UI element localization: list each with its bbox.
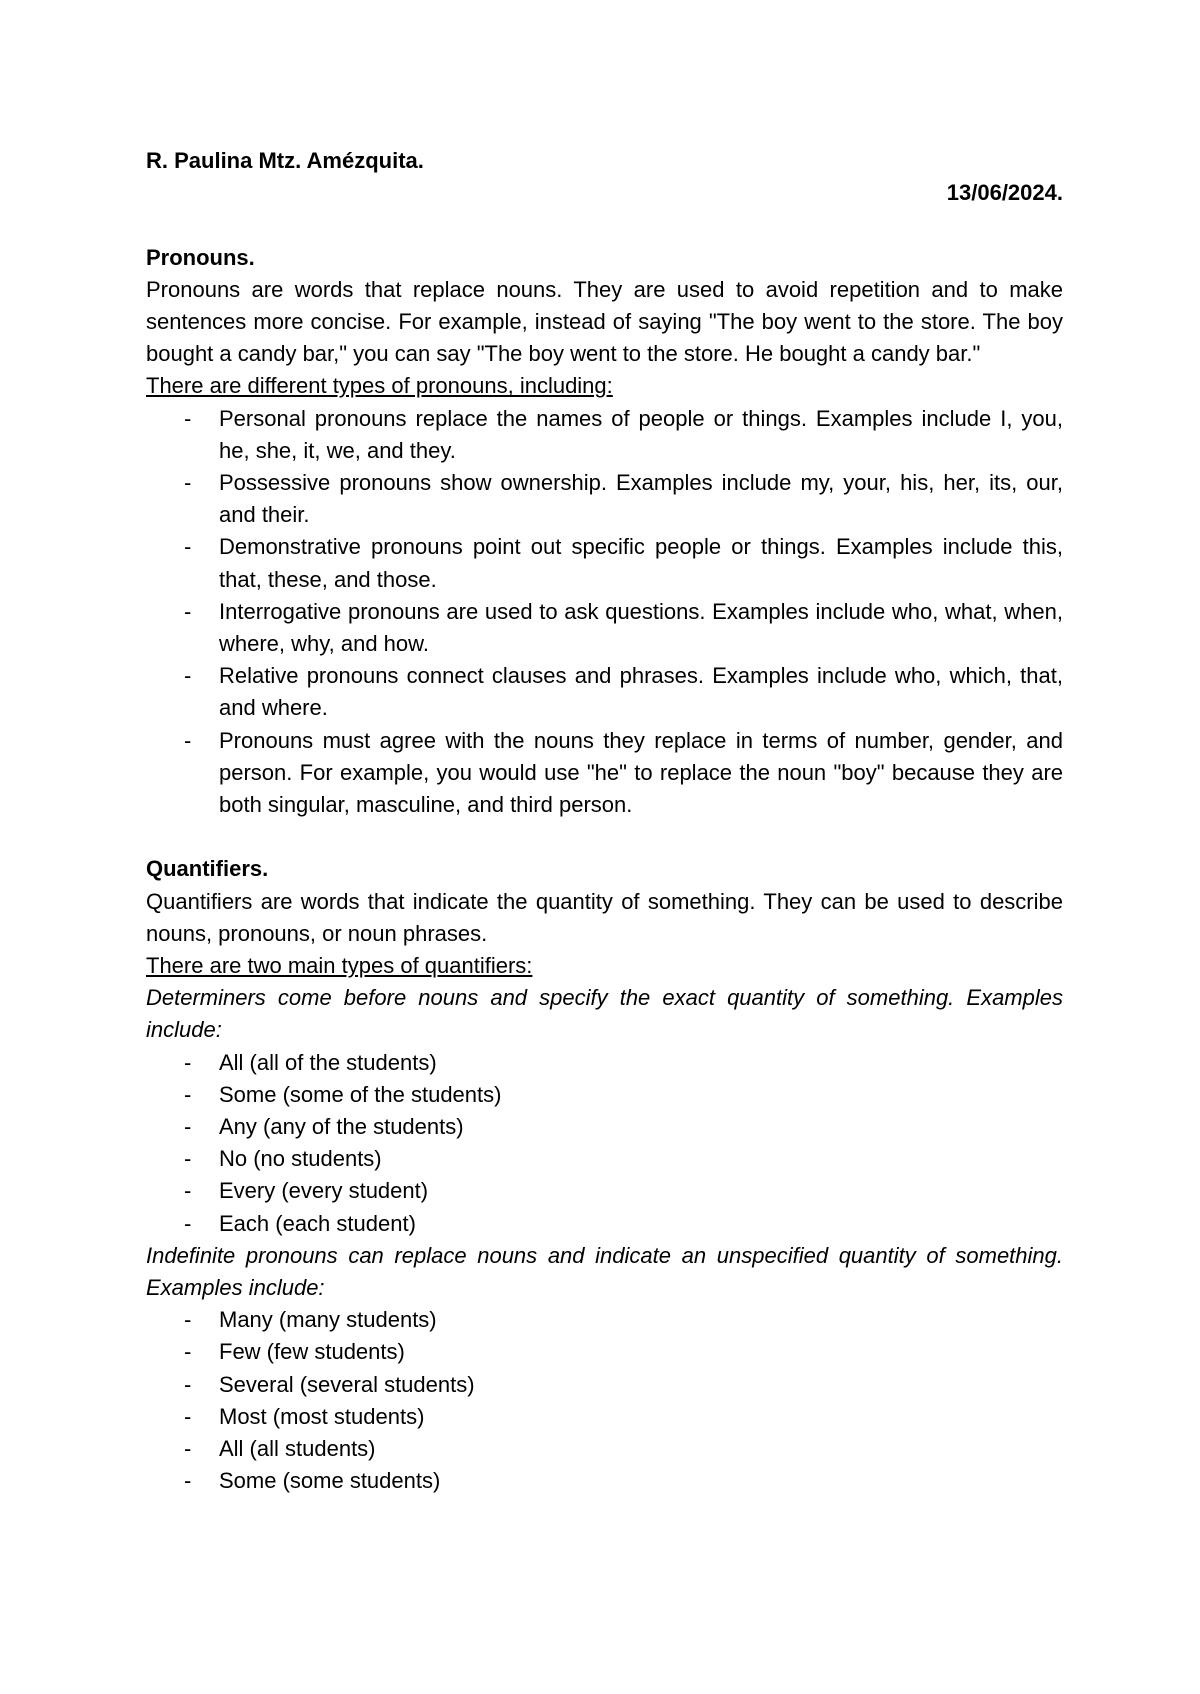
dash-marker: - bbox=[184, 470, 192, 496]
list-item-text: Pronouns must agree with the nouns they replace in terms of number, gender, and person. For example, you would use "he" to replace the noun "boy" because they are both singular, masculine, and third person. bbox=[219, 727, 1063, 818]
quantifiers-section bbox=[146, 853, 1063, 1497]
list-item-text: Several (several students) bbox=[219, 1371, 475, 1397]
list-item-text: Few (few students) bbox=[219, 1339, 405, 1365]
list-item bbox=[146, 1143, 1063, 1175]
list-item bbox=[146, 1111, 1063, 1143]
dash-marker: - bbox=[184, 1339, 192, 1365]
pronouns-heading: Pronouns. bbox=[146, 244, 255, 270]
document-page bbox=[146, 145, 1063, 1498]
dash-marker: - bbox=[184, 534, 192, 560]
dash-marker: - bbox=[184, 1468, 192, 1494]
quantifiers-types-lead: There are two main types of quantifiers: bbox=[146, 953, 533, 979]
pronouns-types-lead: There are different types of pronouns, including: bbox=[146, 373, 613, 399]
author-name: R. Paulina Mtz. Amézquita. bbox=[146, 148, 424, 173]
dash-marker: - bbox=[184, 1049, 192, 1075]
dash-marker: - bbox=[184, 405, 192, 431]
list-item bbox=[146, 1465, 1063, 1497]
list-item bbox=[146, 531, 1063, 595]
list-item bbox=[146, 1369, 1063, 1401]
quantifiers-intro: Quantifiers are words that indicate the quantity of something. They can be used to describe nouns, pronouns, or noun phrases. bbox=[146, 888, 1063, 946]
pronouns-list bbox=[146, 403, 1063, 822]
list-item bbox=[146, 403, 1063, 467]
pronouns-section bbox=[146, 242, 1063, 822]
determiners-intro: Determiners come before nouns and specify the exact quantity of something. Examples include: bbox=[146, 985, 1063, 1043]
list-item-text: Interrogative pronouns are used to ask questions. Examples include who, what, when, where, why, and how. bbox=[219, 598, 1063, 657]
spacer bbox=[146, 209, 1063, 241]
list-item-text: Many (many students) bbox=[219, 1307, 437, 1333]
list-item bbox=[146, 1433, 1063, 1465]
list-item-text: Demonstrative pronouns point out specific people or things. Examples include this, that, these, and those. bbox=[219, 534, 1063, 592]
indefinite-list bbox=[146, 1304, 1063, 1497]
dash-marker: - bbox=[184, 1307, 192, 1333]
dash-marker: - bbox=[184, 598, 192, 624]
pronouns-intro: Pronouns are words that replace nouns. They are used to avoid repetition and to make sentences more concise. For example, instead of saying "The boy went to the store. The boy bought a candy bar," you can say "The boy went to the store. He bought a candy bar." bbox=[146, 276, 1063, 367]
dash-marker: - bbox=[184, 1371, 192, 1397]
spacer bbox=[146, 821, 1063, 853]
list-item bbox=[146, 596, 1063, 660]
determiners-list bbox=[146, 1047, 1063, 1240]
list-item-text: Personal pronouns replace the names of people or things. Examples include I, you, he, she, it, we, and they. bbox=[219, 405, 1063, 463]
dash-marker: - bbox=[184, 663, 192, 689]
list-item bbox=[146, 1079, 1063, 1111]
list-item-text: Some (some students) bbox=[219, 1468, 441, 1494]
list-item bbox=[146, 1401, 1063, 1433]
document-date: 13/06/2024. bbox=[946, 180, 1063, 206]
list-item bbox=[146, 1304, 1063, 1336]
dash-marker: - bbox=[184, 1178, 192, 1204]
list-item-text: All (all of the students) bbox=[219, 1049, 437, 1075]
list-item-text: Each (each student) bbox=[219, 1210, 416, 1236]
dash-marker: - bbox=[184, 1081, 192, 1107]
list-item-text: Possessive pronouns show ownership. Examples include my, your, his, her, its, our, and their. bbox=[219, 470, 1063, 528]
list-item-text: Relative pronouns connect clauses and phrases. Examples include who, which, that, and where. bbox=[219, 663, 1063, 721]
quantifiers-heading: Quantifiers. bbox=[146, 856, 269, 882]
indefinite-intro: Indefinite pronouns can replace nouns and indicate an unspecified quantity of something. Examples include: bbox=[146, 1242, 1063, 1301]
list-item bbox=[146, 1336, 1063, 1368]
list-item bbox=[146, 1047, 1063, 1079]
list-item bbox=[146, 660, 1063, 724]
dash-marker: - bbox=[184, 1146, 192, 1172]
list-item bbox=[146, 725, 1063, 822]
dash-marker: - bbox=[184, 1114, 192, 1140]
list-item-text: No (no students) bbox=[219, 1146, 382, 1172]
list-item-text: All (all students) bbox=[219, 1436, 376, 1462]
list-item-text: Most (most students) bbox=[219, 1403, 425, 1429]
list-item bbox=[146, 1175, 1063, 1207]
list-item-text: Any (any of the students) bbox=[219, 1114, 464, 1140]
dash-marker: - bbox=[184, 727, 192, 753]
list-item bbox=[146, 1208, 1063, 1240]
list-item-text: Every (every student) bbox=[219, 1178, 429, 1204]
dash-marker: - bbox=[184, 1210, 192, 1236]
list-item bbox=[146, 467, 1063, 531]
dash-marker: - bbox=[184, 1403, 192, 1429]
dash-marker: - bbox=[184, 1436, 192, 1462]
list-item-text: Some (some of the students) bbox=[219, 1081, 502, 1107]
